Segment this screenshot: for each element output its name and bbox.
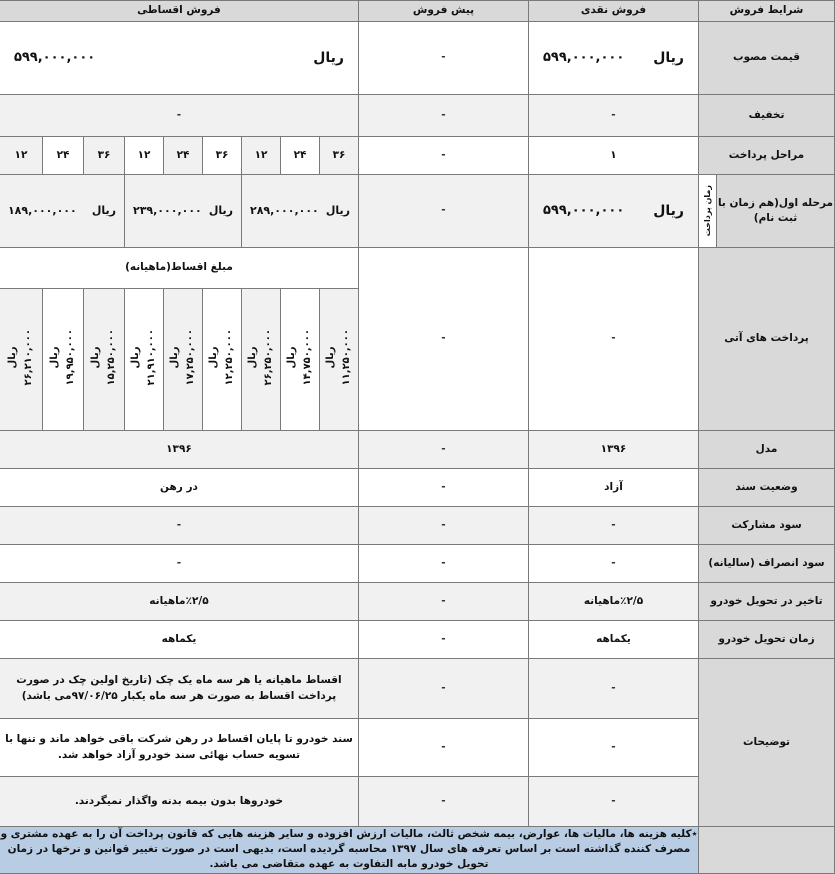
- cell-discount-presale: -: [358, 95, 528, 137]
- cell-installment-amount-2: [42, 289, 83, 431]
- cell-installment-amount-8: [280, 289, 319, 431]
- cell-installment-amount-1: [0, 289, 42, 431]
- cell-document-status-presale: -: [358, 469, 528, 507]
- amount-value: ۵۹۹,۰۰۰,۰۰۰: [13, 49, 96, 65]
- cell-payment-stages-cash: ۱: [528, 137, 698, 175]
- table-row: [0, 469, 835, 507]
- cell-note-2-cash: -: [528, 719, 698, 777]
- cell-monthly-installment-header: مبلغ اقساط(ماهیانه): [0, 248, 358, 289]
- row-label-delivery-delay: تاخیر در تحویل خودرو: [698, 583, 834, 621]
- cell-participation-profit-installment: -: [0, 507, 358, 545]
- cell-installment-amount-9: [319, 289, 358, 431]
- table-row: [0, 621, 835, 659]
- installment-amount-text: ریال ۱۵,۲۵۰,۰۰۰: [89, 328, 117, 386]
- row-label-future-payments: پرداخت های آتی: [698, 248, 834, 431]
- cell-term-3: ۳۶: [83, 137, 124, 175]
- cell-model-installment: ۱۳۹۶: [0, 431, 358, 469]
- cell-first-stage-group-3: [241, 175, 358, 248]
- table-row: [0, 545, 835, 583]
- vertical-label-payment-time: [698, 175, 716, 248]
- cell-first-stage-group-2: [124, 175, 241, 248]
- cell-first-stage-group-1: [0, 175, 124, 248]
- cell-term-2: ۲۴: [42, 137, 83, 175]
- cell-approved-price-installment: [0, 22, 358, 95]
- table-row: [0, 175, 835, 248]
- row-label-first-stage: مرحله اول(هم زمان با ثبت نام): [717, 175, 835, 248]
- table-header-row: [0, 1, 835, 22]
- cell-delivery-time-cash: یکماهه: [528, 621, 698, 659]
- cell-delivery-delay-cash: ٪۲/۵ماهیانه: [528, 583, 698, 621]
- table-row-note: [0, 659, 835, 719]
- cell-model-presale: -: [358, 431, 528, 469]
- currency-label: ریال: [208, 204, 233, 218]
- cell-term-1: ۱۲: [0, 137, 42, 175]
- cell-note-1-cash: -: [528, 659, 698, 719]
- table-row-footer: [0, 827, 835, 874]
- cell-installment-amount-4: [124, 289, 163, 431]
- table-row: [0, 22, 835, 95]
- amount-value: ۱۸۹,۰۰۰,۰۰۰: [7, 204, 77, 218]
- cell-note-2-installment: سند خودرو تا پایان اقساط در رهن شرکت باقی خواهد ماند و تنها با تسویه حساب نهائی سند خودرو آزاد خواهد شد.: [0, 719, 358, 777]
- header-sales-conditions: شرایط فروش: [698, 1, 834, 22]
- cell-note-3-cash: -: [528, 777, 698, 827]
- table-row: [0, 95, 835, 137]
- installment-amount-text: ریال ۲۶,۲۱۰,۰۰۰: [6, 328, 34, 386]
- table-row: [0, 507, 835, 545]
- amount-value: ۵۹۹,۰۰۰,۰۰۰: [542, 202, 625, 218]
- table-row: [0, 137, 835, 175]
- header-presale: پیش فروش: [358, 1, 528, 22]
- installment-amount-text: ریال ۱۴,۷۵۰,۰۰۰: [285, 328, 313, 386]
- cell-term-4: ۱۲: [124, 137, 163, 175]
- cell-document-status-installment: در رهن: [0, 469, 358, 507]
- cell-first-stage-presale: -: [358, 175, 528, 248]
- cell-note-2-presale: -: [358, 719, 528, 777]
- cell-approved-price-presale: -: [358, 22, 528, 95]
- row-label-withdrawal-profit: سود انصراف (سالیانه): [698, 545, 834, 583]
- cell-note-1-installment: اقساط ماهیانه یا هر سه ماه یک چک (تاریخ اولین چک در صورت پرداخت اقساط به صورت هر سه ماه یکبار ۹۷/۰۶/۲۵می باشد): [0, 659, 358, 719]
- installment-amount-text: ریال ۱۲,۲۵۰,۰۰۰: [207, 328, 235, 386]
- cell-term-9: ۳۶: [319, 137, 358, 175]
- table-row: [0, 248, 835, 289]
- header-installment-sale: فروش اقساطی: [0, 1, 358, 22]
- cell-approved-price-cash: [528, 22, 698, 95]
- row-label-delivery-time: زمان تحویل خودرو: [698, 621, 834, 659]
- cell-discount-installment: -: [0, 95, 358, 137]
- currency-label: ریال: [325, 204, 350, 218]
- vertical-label-text: زمان پرداخت: [702, 185, 712, 237]
- amount-value: ۲۸۹,۰۰۰,۰۰۰: [249, 204, 319, 218]
- cell-note-3-installment: خودروها بدون بیمه بدنه واگذار نمیگردند.: [0, 777, 358, 827]
- cell-term-5: ۲۴: [163, 137, 202, 175]
- cell-term-8: ۲۴: [280, 137, 319, 175]
- currency-label: ریال: [653, 202, 684, 219]
- amount-value: ۵۹۹,۰۰۰,۰۰۰: [542, 49, 625, 65]
- currency-label: ریال: [91, 204, 116, 218]
- cell-participation-profit-presale: -: [358, 507, 528, 545]
- cell-installment-amount-6: [202, 289, 241, 431]
- footer-note: ٭کلیه هزینه ها، مالیات ها، عوارض، بیمه شخص ثالث، مالیات ارزش افزوده و سایر هزینه هایی که قانون پرداخت آن را به عهده مشتری و مصرف کننده گذاشته است بر اساس تعرفه های سال ۱۳۹۷ محاسبه گردیده است، بدیهی است در صورت تغییر قوانین و نرخها در زمان تحویل خودرو مابه التفاوت به عهده متقاضی می باشد.: [0, 827, 698, 874]
- cell-document-status-cash: آزاد: [528, 469, 698, 507]
- row-label-discount: تخفیف: [698, 95, 834, 137]
- cell-future-payments-presale: -: [358, 248, 528, 431]
- row-label-participation-profit: سود مشارکت: [698, 507, 834, 545]
- cell-note-3-presale: -: [358, 777, 528, 827]
- currency-label: ریال: [313, 49, 344, 66]
- footer-spacer-cell: [698, 827, 834, 874]
- row-label-payment-stages: مراحل پرداخت: [698, 137, 834, 175]
- cell-withdrawal-profit-installment: -: [0, 545, 358, 583]
- cell-participation-profit-cash: -: [528, 507, 698, 545]
- cell-delivery-delay-installment: ٪۲/۵ماهیانه: [0, 583, 358, 621]
- cell-installment-amount-3: [83, 289, 124, 431]
- installment-amount-text: ریال ۲۱,۹۱۰,۰۰۰: [129, 328, 157, 386]
- row-label-notes: توضیحات: [698, 659, 834, 827]
- cell-first-stage-cash: [528, 175, 698, 248]
- installment-amount-text: ریال ۱۷,۲۵۰,۰۰۰: [168, 328, 196, 386]
- cell-term-7: ۱۲: [241, 137, 280, 175]
- installment-amount-text: ریال ۱۹,۹۵۰,۰۰۰: [48, 328, 76, 386]
- header-cash-sale: فروش نقدی: [528, 1, 698, 22]
- cell-installment-amount-7: [241, 289, 280, 431]
- cell-note-1-presale: -: [358, 659, 528, 719]
- amount-value: ۲۳۹,۰۰۰,۰۰۰: [132, 204, 202, 218]
- row-label-model: مدل: [698, 431, 834, 469]
- table-row: [0, 583, 835, 621]
- table-row: [0, 431, 835, 469]
- cell-delivery-time-installment: یکماهه: [0, 621, 358, 659]
- installment-amount-text: ریال ۱۱,۲۵۰,۰۰۰: [324, 328, 352, 386]
- cell-payment-stages-presale: -: [358, 137, 528, 175]
- cell-delivery-time-presale: -: [358, 621, 528, 659]
- cell-delivery-delay-presale: -: [358, 583, 528, 621]
- cell-term-6: ۳۶: [202, 137, 241, 175]
- cell-model-cash: ۱۳۹۶: [528, 431, 698, 469]
- cell-withdrawal-profit-cash: -: [528, 545, 698, 583]
- cell-installment-amount-5: [163, 289, 202, 431]
- installment-amount-text: ریال ۲۶,۲۵۰,۰۰۰: [246, 328, 274, 386]
- cell-withdrawal-profit-presale: -: [358, 545, 528, 583]
- cell-future-payments-cash: -: [528, 248, 698, 431]
- currency-label: ریال: [653, 49, 684, 66]
- cell-discount-cash: -: [528, 95, 698, 137]
- row-label-approved-price: قیمت مصوب: [698, 22, 834, 95]
- row-label-document-status: وضعیت سند: [698, 469, 834, 507]
